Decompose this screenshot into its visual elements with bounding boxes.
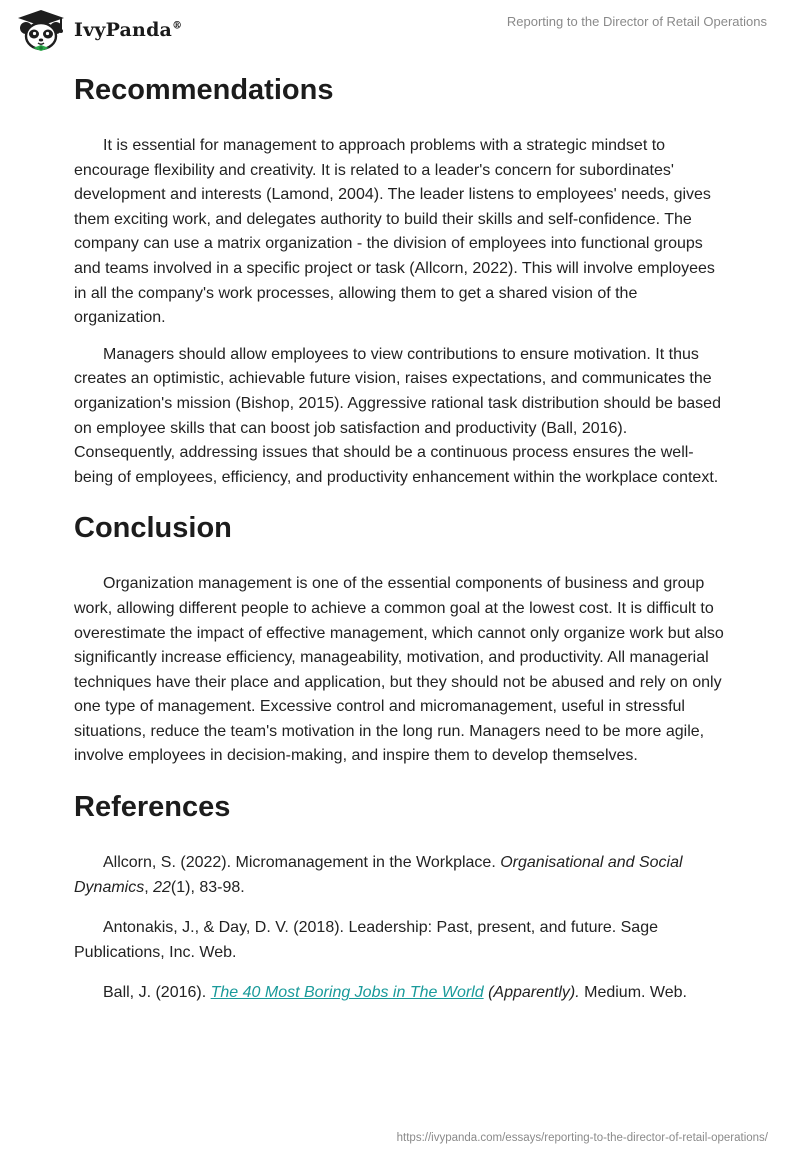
reference-link[interactable]: The 40 Most Boring Jobs in The World	[210, 984, 484, 1002]
conclusion-section	[74, 504, 724, 769]
conclusion-heading: Conclusion	[74, 512, 232, 545]
document-title: Reporting to the Director of Retail Operations	[506, 14, 767, 29]
essay-content	[74, 66, 724, 1006]
reference-item: Ball, J. (2016). The 40 Most Boring Jobs in The World (Apparently). Medium. Web.	[103, 984, 687, 1002]
recommendations-section	[74, 66, 724, 490]
references-heading: References	[74, 791, 231, 824]
panda-graduate-icon	[14, 8, 68, 52]
recommendations-heading: Recommendations	[74, 74, 334, 106]
journal-title: Organisational and Social Dynamics	[74, 854, 683, 896]
source-url: https://ivypanda.com/essays/reporting-to-the-director-of-retail-operations/	[396, 1132, 768, 1144]
references-section	[74, 783, 724, 1006]
reference-item: Allcorn, S. (2022). Micromanagement in the Workplace. Organisational and Social Dynamics, 22(1), 83-98.	[74, 854, 683, 896]
reference-item: Antonakis, J., & Day, D. V. (2018). Leadership: Past, present, and future. Sage Publications, Inc. Web.	[74, 919, 658, 961]
brand-name: IvyPanda®	[74, 19, 183, 41]
paragraph: Organization management is one of the essential components of business and group work, allowing different people to achieve a common goal at the lowest cost. It is difficult to overestimate the impact of effective management, which cannot only organize work but also significantly increase efficiency, manageability, motivation, and productivity. All managerial techniques have their place and application, but they should not be abused and rely on only one type of management. Excessive control and micromanagement, useful in stressful situations, reduce the team's motivation in the long run. Managers need to be more agile, involve employees in decision-making, and inspire them to develop themselves.	[74, 575, 724, 765]
brand-logo[interactable]	[14, 8, 182, 52]
journal-volume: 22	[153, 878, 171, 896]
paragraph: It is essential for management to approach problems with a strategic mindset to encourage flexibility and creativity. It is related to a leader's concern for subordinates' development and interests (Lamond, 2004). The leader listens to employees' needs, gives them exciting work, and delegates authority to build their skills and self-confidence. The company can use a matrix organization - the division of employees into functional groups and teams involved in a specific project or task (Allcorn, 2022). This will involve employees in all the company's work processes, allowing them to get a shared vision of the organization.	[74, 137, 715, 327]
paragraph: Managers should allow employees to view contributions to ensure motivation. It thus creates an optimistic, achievable future vision, raises expectations, and communicates the organization's mission (Bishop, 2015). Aggressive rational task distribution should be based on employee skills that can boost job satisfaction and productivity (Ball, 2016). Consequently, addressing issues that should be a continuous process ensures the well-being of employees, efficiency, and productivity enhancement within the workplace context.	[74, 345, 721, 486]
page-header	[0, 0, 800, 60]
